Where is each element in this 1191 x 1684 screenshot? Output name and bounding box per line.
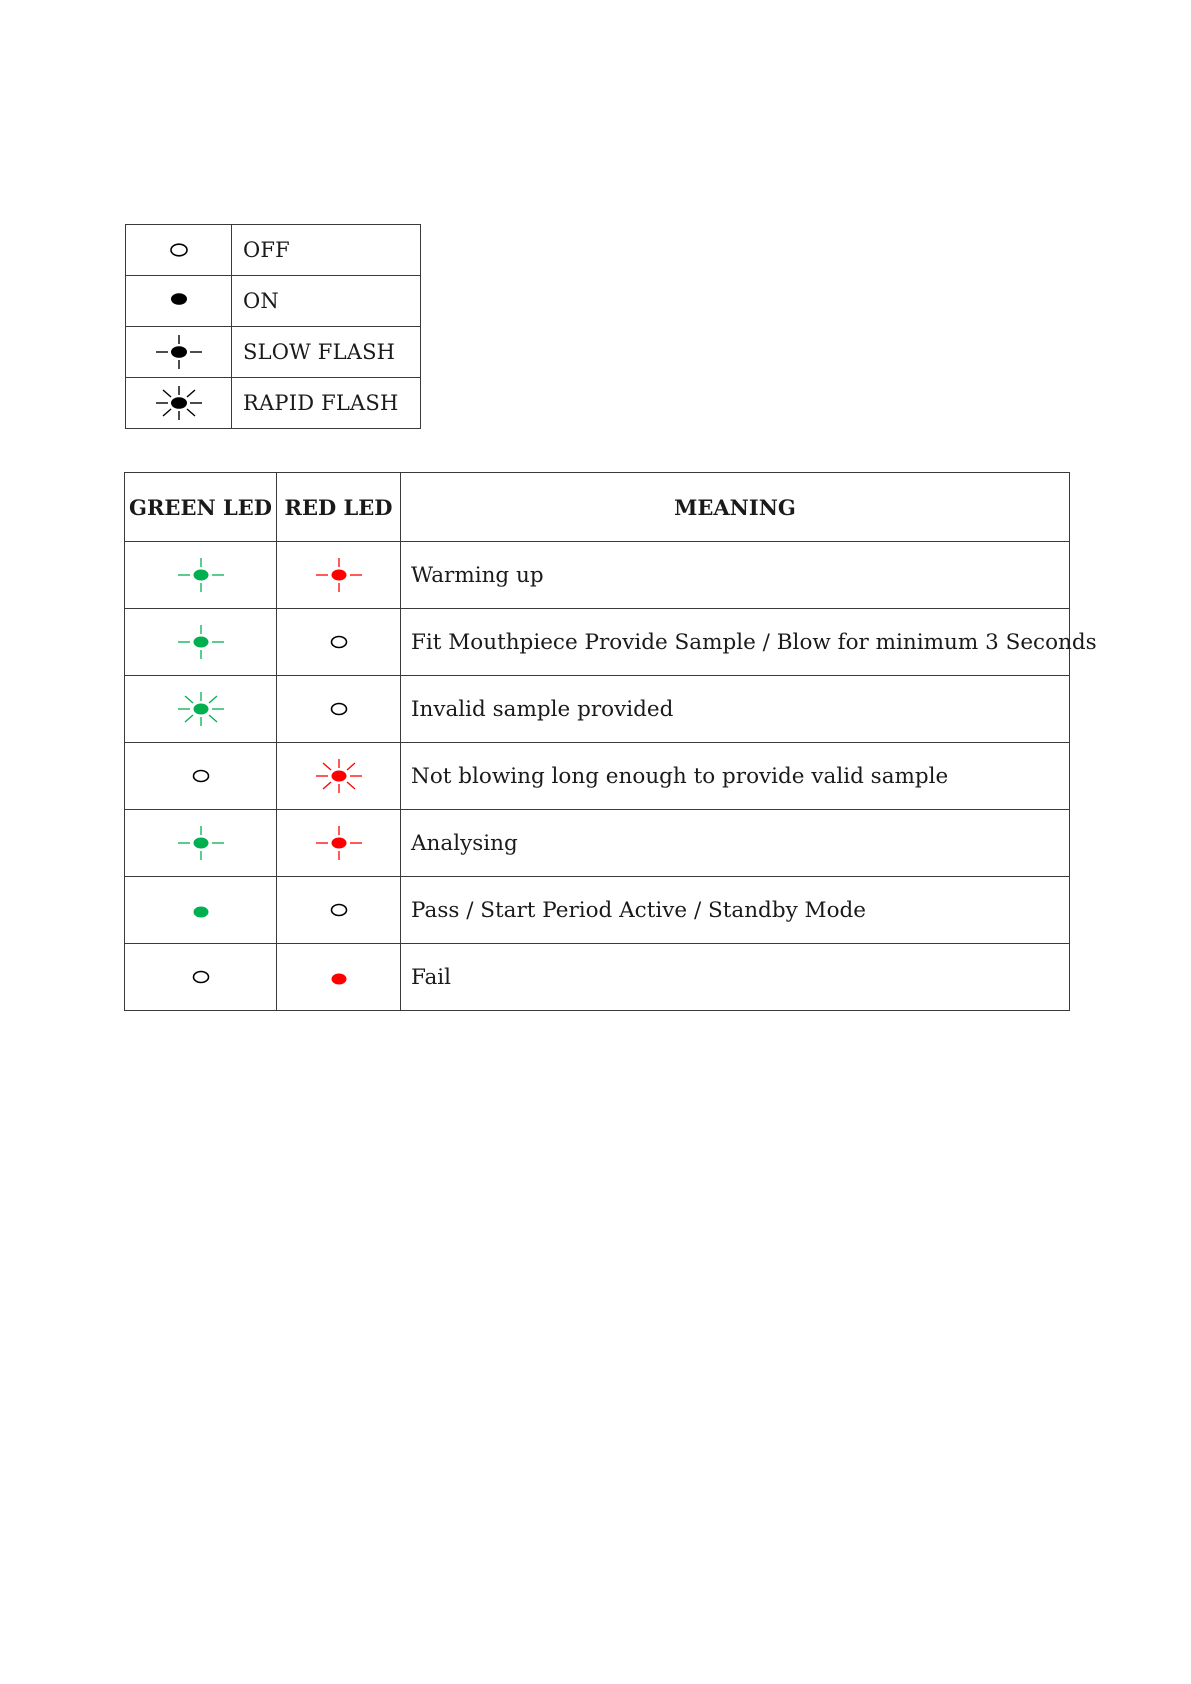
meaning-cell: Invalid sample provided [401,676,1070,743]
green-led-cell [125,542,277,609]
off-icon [149,230,209,270]
legend-label-rapid-flash: RAPID FLASH [232,378,421,429]
meaning-cell: Pass / Start Period Active / Standby Mode [401,877,1070,944]
red-led-cell [277,542,401,609]
green-led-cell [125,944,277,1011]
red-led-cell [277,676,401,743]
off-icon [309,622,369,662]
table-row [125,542,1070,609]
green-led-cell [125,609,277,676]
table-row [125,877,1070,944]
off-icon [309,689,369,729]
slow-flash-icon [309,823,369,863]
on-icon [149,281,209,321]
rapid-flash-icon [171,689,231,729]
off-icon [309,890,369,930]
slow-flash-icon [149,332,209,372]
off-icon [171,756,231,796]
green-led-cell [125,676,277,743]
red-led-cell [277,877,401,944]
red-led-cell [277,743,401,810]
meaning-cell: Fail [401,944,1070,1011]
legend-row-slow-flash [126,327,421,378]
meaning-cell: Analysing [401,810,1070,877]
meaning-cell: Fit Mouthpiece Provide Sample / Blow for minimum 3 Seconds [401,609,1070,676]
table-row [125,743,1070,810]
red-led-cell [277,810,401,877]
rapid-flash-icon [309,756,369,796]
rapid-flash-icon [149,383,209,423]
on-icon [171,890,231,930]
led-meaning-table [124,472,1097,1011]
legend-symbol-cell [126,276,232,327]
meaning-cell: Warming up [401,542,1070,609]
led-meaning-body [125,542,1097,1011]
table-row [125,676,1070,743]
meaning-cell: Not blowing long enough to provide valid sample [401,743,1070,810]
green-led-cell [125,810,277,877]
on-icon [309,957,369,997]
red-led-cell [277,944,401,1011]
green-led-cell [125,743,277,810]
slow-flash-icon [171,622,231,662]
green-led-cell [125,877,277,944]
off-icon [171,957,231,997]
legend-symbol-cell [126,327,232,378]
header-meaning: MEANING [401,473,1070,542]
legend-row-on [126,276,421,327]
slow-flash-icon [309,555,369,595]
legend-table [125,224,421,429]
legend-symbol-cell [126,378,232,429]
legend-row-off [126,225,421,276]
header-red-led: RED LED [277,473,401,542]
slow-flash-icon [171,823,231,863]
legend-row-rapid-flash [126,378,421,429]
red-led-cell [277,609,401,676]
legend-label-off: OFF [232,225,421,276]
slow-flash-icon [171,555,231,595]
header-row [125,473,1070,542]
legend-label-slow-flash: SLOW FLASH [232,327,421,378]
legend-label-on: ON [232,276,421,327]
table-row [125,609,1070,676]
legend-symbol-cell [126,225,232,276]
table-row [125,810,1070,877]
table-row [125,944,1070,1011]
header-green-led: GREEN LED [125,473,277,542]
